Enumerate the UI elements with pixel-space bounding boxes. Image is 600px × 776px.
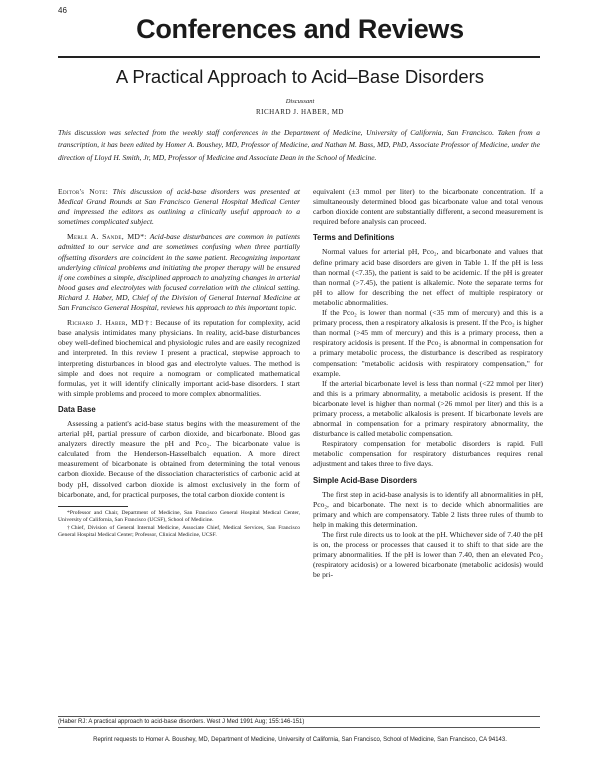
sande-paragraph: [58, 232, 300, 313]
database-paragraph: Assessing a patient's acid-base status begins with the measurement of the arterial pH, partial pressure of carbon dioxide, and bicarbonate. Blood gas analyzers directly measure the pH and Pco₂. The bicarbonate value is calculated from the Henderson-Hasselbalch equation. A more direct measurement of bicarbonate is obtained from determining the total venous carbon dioxide. Because of the dissociation characteristics of carbonic acid at body pH, dissolved carbon dioxide is almost exclusively in the form of bicarbonate, and, for practical purposes, the total carbon dioxide content is: [58, 418, 300, 499]
haber-text: Because of its reputation for complexity, acid base analysis intimidates many physicians. In reality, acid-base disturbances obey well-defined biochemical and physiologic rules and are easily recognized and interpreted. In this review I present a practical, stepwise approach to interpreting disturbances in blood gas and electrolyte values. The method is simple and does not require a nomogram or complicated mathematical formulas, yet it will identify clinically important acid-base disorders. I start with simple problems and proceed to more complex abnormalities.: [58, 318, 300, 398]
intro-paragraph: This discussion was selected from the weekly staff conferences in the Department of Medicine, University of California, San Francisco. Taken from a transcription, it has been edited by Homer A. Boushey, MD, Professor of Medicine, and Nathan M. Bass, MD, PhD, Associate Professor of Medicine, under the direction of Lloyd H. Smith, Jr, MD, Professor of Medicine and Associate Dean in the School of Medicine.: [58, 128, 540, 162]
haber-paragraph: [58, 318, 300, 399]
heading-simple: Simple Acid-Base Disorders: [313, 475, 418, 485]
citation-line: (Haber RJ: A practical approach to acid-base disorders. West J Med 1991 Aug; 155:146-151): [58, 716, 540, 728]
footnote-1: *Professor and Chair, Department of Medicine, San Francisco General Hospital Medical Center, University of California, San Francisco (UCSF), School of Medicine.: [58, 509, 300, 524]
terms-paragraph-4: Respiratory compensation for metabolic disorders is rapid. Full metabolic compensation for respiratory disturbances requires renal adjustment and takes three to five days.: [313, 439, 543, 469]
right-column: [313, 187, 543, 580]
article-title: A Practical Approach to Acid–Base Disorders: [115, 66, 485, 87]
editors-note-label: Editor's Note:: [58, 187, 109, 196]
terms-paragraph-3: If the arterial bicarbonate level is less than normal (<22 mmol per liter) and this is a primary abnormality, a metabolic acidosis is present. If the bicarbonate level is higher than normal (>26 mmol per liter) and this is a primary process, a metabolic alkalosis is present. If bicarbonate levels are abnormal in compensation for a primary respiratory abnormality, the disturbance is called metabolic compensation.: [313, 378, 543, 439]
editors-note-text: This discussion of acid-base disorders was presented at Medical Grand Rounds at San Francisco General Hospital Medical Center and impressed the editors as outlining a clinically useful approach to a sometimes complicated subject.: [58, 187, 300, 227]
terms-paragraph-2: If the Pco₂ is lower than normal (<35 mm of mercury) and this is a primary process, then a respiratory alkalosis is present. If the Pco₂ is higher than normal (>45 mm of mercury) and this is a primary process, then a respiratory acidosis is present. If the Pco₂ is abnormal in compensation for a primary metabolic process, the disturbance is described as respiratory compensation: "metabolic acidosis with respiratory compensation," for example.: [313, 308, 543, 378]
left-column: [58, 187, 300, 539]
header-rule: [58, 56, 540, 58]
heading-terms: Terms and Definitions: [313, 233, 395, 243]
terms-paragraph-1: Normal values for arterial pH, Pco₂, and bicarbonate and values that define primary acid base disorders are given in Table 1. If the pH is less than normal (<7.35), the patient is said to be acidemic. If the pH is greater than normal (>7.45), the patient is alkalemic. Note the separate terms for pH to allow for describing the net effect of multiple respiratory or metabolic abnormalities.: [313, 247, 543, 307]
section-header: Conferences and Reviews: [136, 14, 464, 44]
discussant-label: Discussant: [285, 98, 315, 105]
editors-note: [58, 187, 300, 227]
reprint-requests: Reprint requests to Homer A. Boushey, MD, Department of Medicine, University of California, San Francisco, School of Medicine, San Francisco, CA 94143.: [93, 737, 507, 743]
simple-paragraph-1: The first step in acid-base analysis is to identify all abnormalities in pH, Pco₂, and bicarbonate. The next is to decide which abnormalities are primary and which are compensatory. Table 2 lists three rules of thumb to help in making this determination.: [313, 489, 543, 529]
haber-label: Richard J. Haber, MD†:: [67, 318, 153, 328]
author-name: RICHARD J. HABER, MD: [256, 108, 344, 116]
continued-paragraph: equivalent (±3 mmol per liter) to the bicarbonate concentration. If a simultaneously determined blood gas bicarbonate value and total venous carbon dioxide content are substantially different, a second measurement is required before analysis can proceed.: [313, 187, 543, 227]
footnote-2: †Chief, Division of General Internal Medicine, Associate Chief, Medical Services, San Francisco General Hospital Medical Center; Professor, Clinical Medicine, UCSF.: [58, 524, 300, 538]
page-number: 46: [58, 6, 67, 15]
footnote-rule: [58, 506, 128, 507]
sande-label: Merle A. Sande, MD*:: [67, 232, 147, 242]
heading-data-base: Data Base: [58, 404, 96, 414]
sande-text: Acid-base disturbances are common in patients admitted to our service and are sometimes confusing when three partially offsetting disorders are coincident in the same patient. Recognizing important underlying clinical problems and initiating the proper therapy will be ensured if one combines a simple, disciplined approach to analyzing changes in arterial blood gases and electrolytes with focused correlation with the clinical setting. Richard J. Haber, MD, Chief of the Division of General Internal Medicine at San Francisco General Hospital, reviews his approach to this important topic.: [58, 232, 300, 313]
simple-paragraph-2: The first rule directs us to look at the pH. Whichever side of 7.40 the pH is on, the process or processes that caused it to shift to that side are the primary abnormalities. If the pH is lower than 7.40, then an elevated Pco₂ (respiratory acidosis) or a lowered bicarbonate (metabolic acidosis) would be pri-: [313, 530, 543, 580]
